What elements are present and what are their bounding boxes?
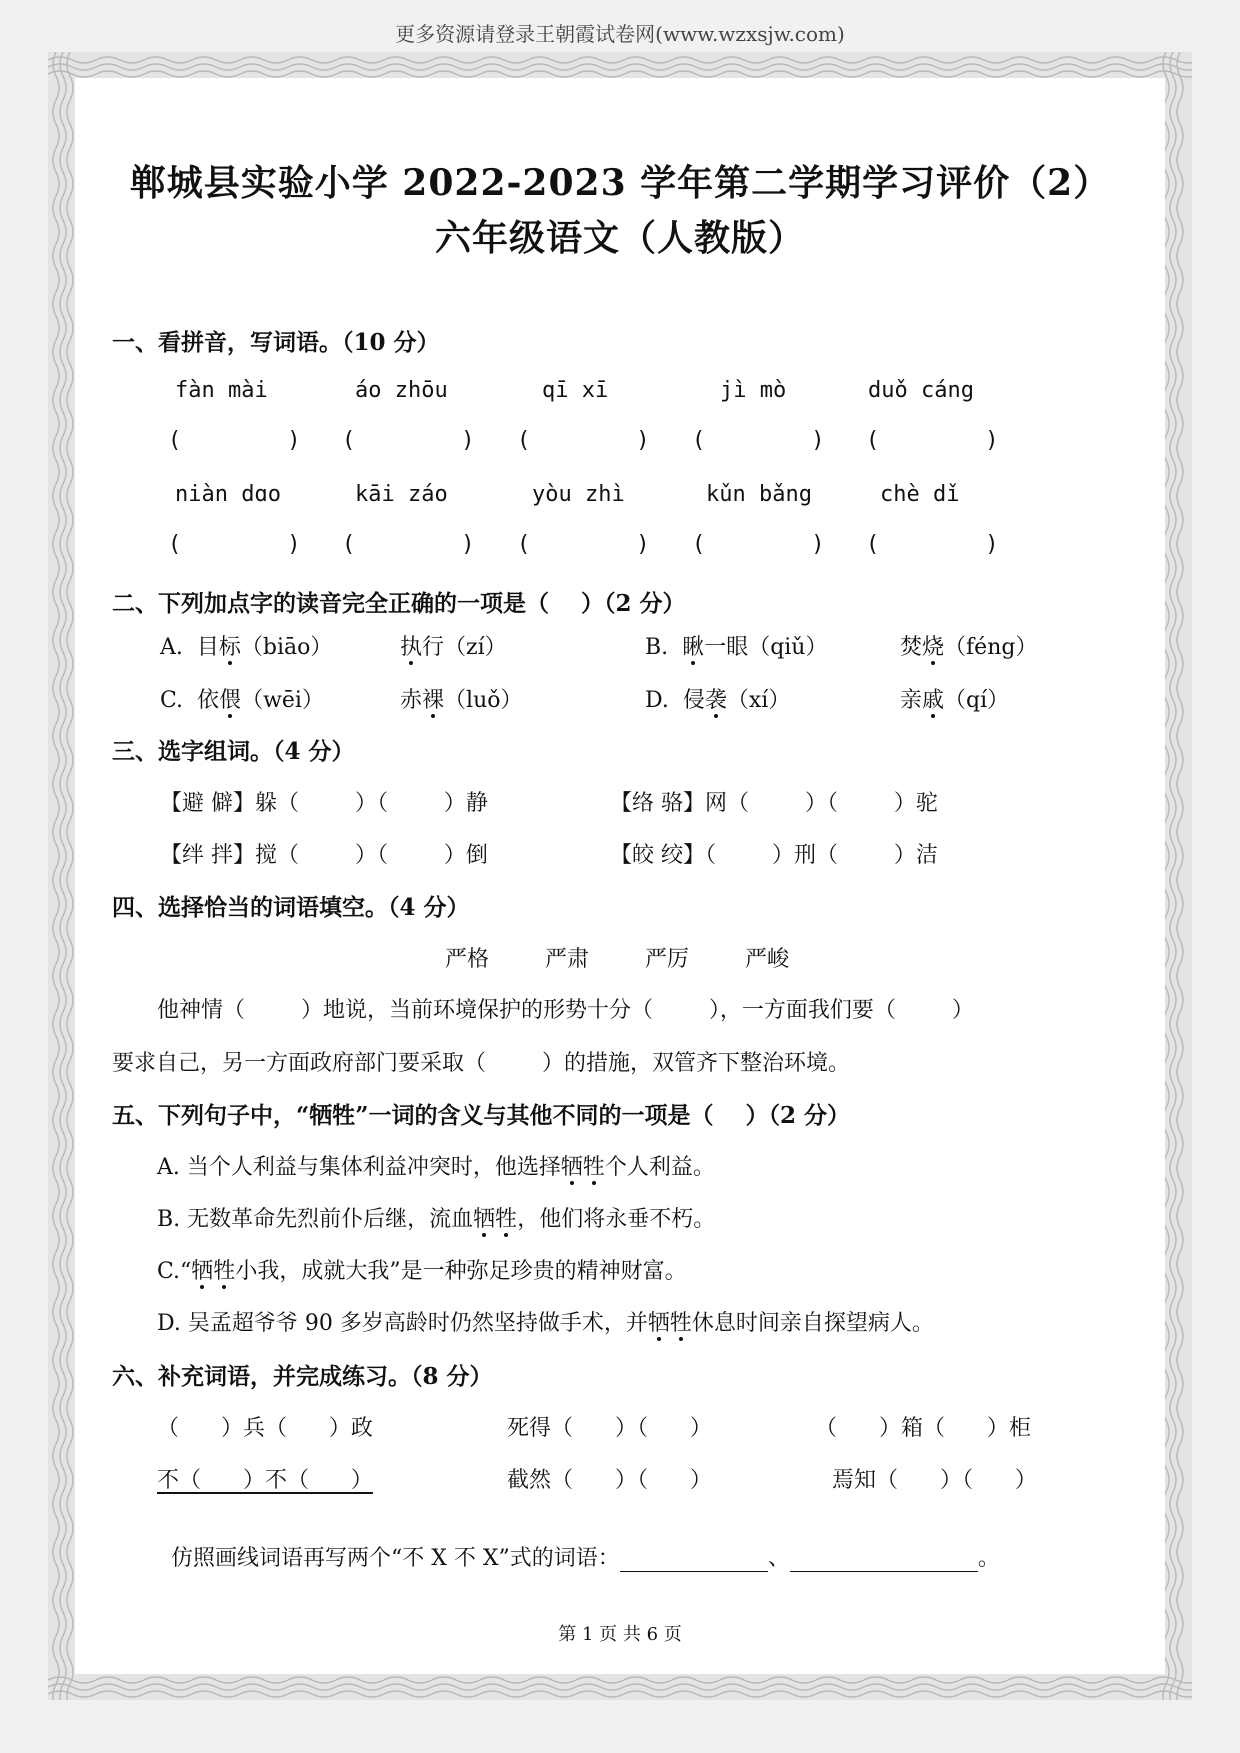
pinyin-item: qī xī (542, 378, 609, 403)
answer-blank[interactable]: ( ) (517, 428, 650, 453)
section-5-heading: 五、下列句子中，“牺牲”一词的含义与其他不同的一项是（ ）（2 分） (112, 1102, 850, 1129)
imitation-prompt: 仿照画线词语再写两个“不 X 不 X”式的词语： (171, 1546, 620, 1571)
pinyin-item: fàn mài (175, 378, 268, 403)
option-d-second: 亲戚（qí） (900, 688, 1010, 713)
answer-blank[interactable]: ( ) (342, 532, 475, 557)
option-a: A. 目标（biāo） (160, 635, 333, 660)
sentence-c: C.“牺牲小我，成就大我”是一种弥足珍贵的精神财富。 (157, 1259, 687, 1284)
pinyin-item: áo zhōu (355, 378, 448, 403)
option-a-second: 执行（zí） (400, 635, 507, 660)
answer-line-2[interactable] (790, 1549, 978, 1572)
option-c: C. 依偎（wēi） (160, 688, 324, 713)
section-4-heading: 四、选择恰当的词语填空。（4 分） (112, 894, 470, 921)
period: 。 (977, 1546, 1000, 1571)
exam-title-line1: 郸城县实验小学 2022-2023 学年第二学期学习评价（2） (129, 162, 1111, 204)
pinyin-item: kāi záo (355, 482, 448, 507)
pinyin-item: chè dǐ (880, 482, 960, 507)
answer-blank[interactable]: ( ) (692, 428, 825, 453)
pinyin-item: jì mò (720, 378, 787, 403)
answer-blank[interactable]: ( ) (866, 428, 999, 453)
option-d: D. 侵袭（xí） (645, 688, 791, 713)
idiom-row-2-col-1-underlined: 不（ ）不（ ） (157, 1468, 373, 1493)
answer-blank[interactable]: ( ) (517, 532, 650, 557)
section-1-heading: 一、看拼音，写词语。（10 分） (112, 329, 440, 356)
sentence-b: B. 无数革命先烈前仆后继，流血牺牲，他们将永垂不朽。 (157, 1207, 716, 1232)
word-option: 严厉 (645, 947, 690, 972)
option-b: B. 瞅一眼（qiǔ） (645, 635, 828, 660)
word-option: 严肃 (545, 947, 590, 972)
idiom-row-2-col-2: 截然（ ）（ ） (507, 1468, 712, 1493)
word-choice-row-2-right: 【皎 绞】（ ）刑（ ）洁 (610, 843, 938, 868)
word-choice-row-1-right: 【络 骆】网（ ）（ ）驼 (610, 791, 938, 816)
answer-line-1[interactable] (620, 1549, 768, 1572)
option-b-second: 焚烧（féng） (900, 635, 1038, 660)
page-header-watermark: 更多资源请登录王朝霞试卷网(www.wzxsjw.com) (395, 22, 845, 46)
answer-blank[interactable]: ( ) (866, 532, 999, 557)
pinyin-item: duǒ cáng (868, 378, 974, 403)
sentence-d: D. 吴孟超爷爷 90 多岁高龄时仍然坚持做手术，并牺牲休息时间亲自探望病人。 (157, 1311, 934, 1336)
section-3-heading: 三、选字组词。（4 分） (112, 738, 355, 765)
idiom-row-1-col-1: （ ）兵（ ）政 (157, 1416, 373, 1441)
word-option: 严峻 (745, 947, 790, 972)
answer-blank[interactable]: ( ) (692, 532, 825, 557)
word-option: 严格 (445, 947, 490, 972)
word-choice-row-2-left: 【绊 拌】搅（ ）（ ）倒 (160, 843, 488, 868)
separator: 、 (767, 1546, 790, 1571)
idiom-row-1-col-2: 死得（ ）（ ） (507, 1416, 712, 1441)
exam-title-line2: 六年级语文（人教版） (434, 217, 805, 259)
idiom-row-2-col-3: 焉知（ ）（ ） (832, 1468, 1037, 1493)
word-choice-row-1-left: 【避 僻】躲（ ）（ ）静 (160, 791, 488, 816)
section-2-heading: 二、下列加点字的读音完全正确的一项是（ ）（2 分） (112, 590, 686, 617)
answer-blank[interactable]: ( ) (342, 428, 475, 453)
pinyin-item: niàn dɑo (175, 482, 281, 507)
sentence-a: A. 当个人利益与集体利益冲突时，他选择牺牲个人利益。 (157, 1155, 715, 1180)
fill-paragraph-line-2: 要求自己，另一方面政府部门要采取（ ）的措施，双管齐下整治环境。 (112, 1051, 850, 1076)
option-c-second: 赤裸（luǒ） (400, 688, 523, 713)
answer-blank[interactable]: ( ) (168, 532, 301, 557)
imitation-prompt-line (157, 1516, 1000, 1572)
idiom-row-1-col-3: （ ）箱（ ）柜 (815, 1416, 1031, 1441)
page-footer: 第 1 页 共 6 页 (558, 1624, 682, 1645)
fill-paragraph-line-1: 他神情（ ）地说，当前环境保护的形势十分（ ），一方面我们要（ ） (157, 998, 974, 1023)
pinyin-item: kǔn bǎng (706, 482, 812, 507)
section-6-heading: 六、补充词语，并完成练习。（8 分） (112, 1363, 493, 1390)
answer-blank[interactable]: ( ) (168, 428, 301, 453)
pinyin-item: yòu zhì (532, 482, 625, 507)
